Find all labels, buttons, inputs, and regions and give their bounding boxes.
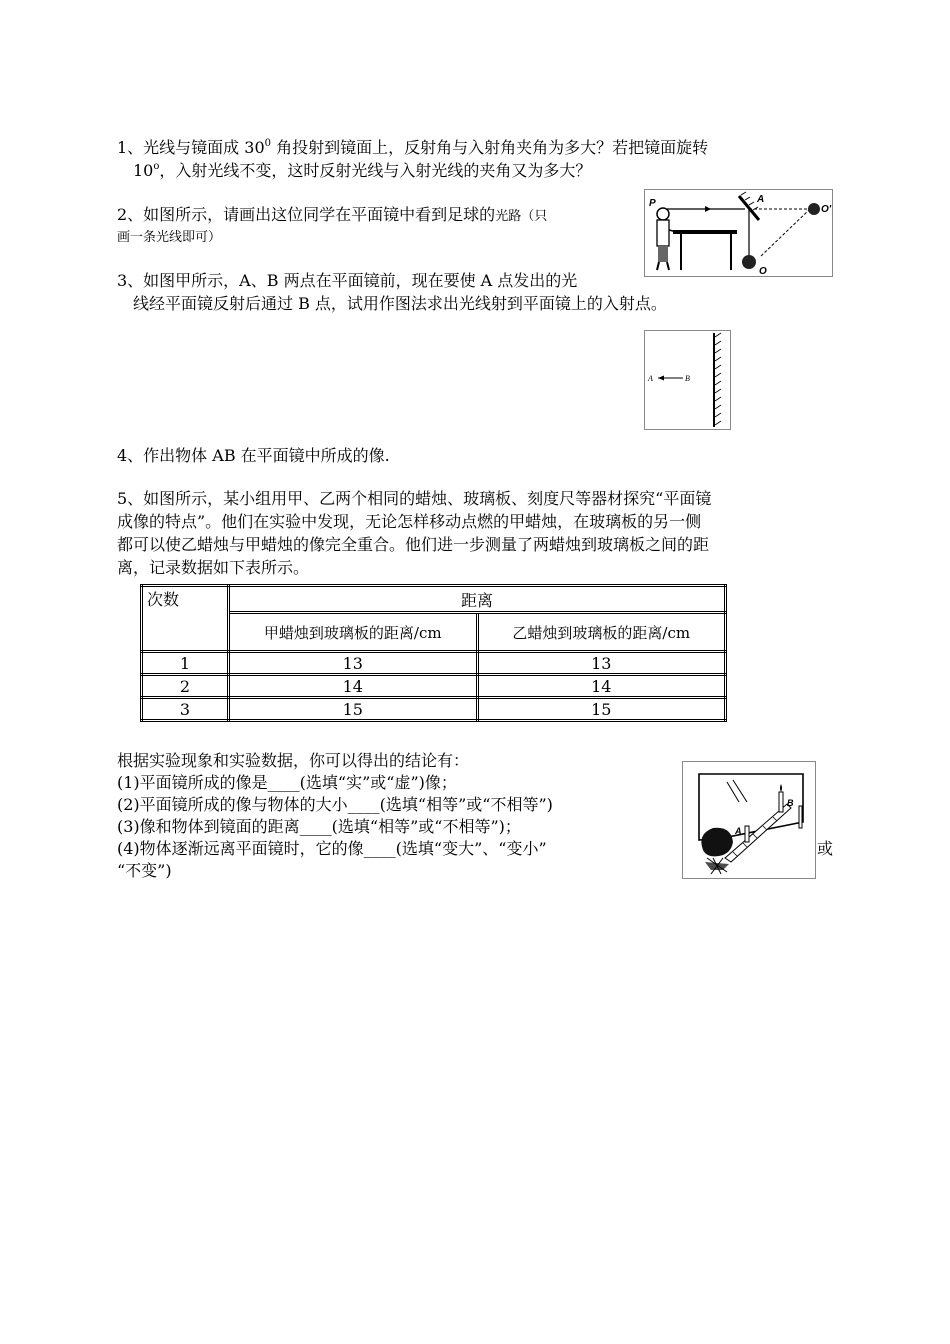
table-cell-count: 2 [142,675,229,698]
table-header-jia: 甲蜡烛到玻璃板的距离/cm [229,613,478,652]
table-cell-jia: 15 [229,698,478,721]
q5-line2: 成像的特点”。他们在实验中发现，无论怎样移动点燃的甲蜡烛，在玻璃板的另一侧 [117,512,702,531]
q4-line1: 4、作出物体 AB 在平面镜中所成的像. [117,446,390,465]
table-row [142,675,726,698]
q3-figure [644,330,731,430]
q3-line1: 3、如图甲所示，A、B 两点在平面镜前，现在要使 A 点发出的光 [117,271,578,290]
q2-label-a: A [757,194,765,205]
q2-label-p: P [649,198,656,209]
q2-line1: 2、如图所示，请画出这位同学在平面镜中看到足球的光路（只 [117,205,548,224]
conclusion-1: (1)平面镜所成的像是____(选填“实”或“虚”)像； [117,773,457,792]
q3-label-a: A [648,374,653,383]
q2-figure-drawing [645,190,832,276]
conclusion-5: “不变”) [117,861,172,880]
q1-line1: 1、光线与镜面成 $30^0$ 角投射到镜面上，反射角与入射角夹角为多大？若把镜面旋转 [117,138,709,157]
table-cell-jia: 14 [229,675,478,698]
table-header-yi: 乙蜡烛到玻璃板的距离/cm [477,613,726,652]
q2-label-o-prime: O' [821,204,832,215]
q5-line1: 5、如图所示，某小组用甲、乙两个相同的蜡烛、玻璃板、刻度尺等器材探究“平面镜 [117,489,712,508]
q5-label-b: B [787,798,794,808]
q5-line3: 都可以使乙蜡烛与甲蜡烛的像完全重合。他们进一步测量了两蜡烛到玻璃板之间的距 [117,535,710,554]
conclusion-4: (4)物体逐渐远离平面镜时，它的像____(选填“变大”、“变小” [117,839,547,858]
conclusion-3: (3)像和物体到镜面的距离____(选填“相等”或“不相等”)； [117,817,521,836]
conclusion-4-tail: 或 [817,839,834,858]
q5-figure-drawing [683,762,815,878]
table-cell-yi: 14 [477,675,726,698]
q5-line4: 离，记录数据如下表所示。 [117,558,310,577]
table-cell-jia: 13 [229,652,478,675]
table-row [142,652,726,675]
table-cell-count: 3 [142,698,229,721]
q5-label-a: A [735,826,742,836]
table-header-count: 次数 [142,586,229,652]
table-cell-count: 1 [142,652,229,675]
table-row [142,698,726,721]
table-header-distance: 距离 [229,586,726,613]
conclusion-intro: 根据实验现象和实验数据，你可以得出的结论有： [117,751,470,770]
table-cell-yi: 13 [477,652,726,675]
q2-label-o: O [759,266,767,276]
table-cell-yi: 15 [477,698,726,721]
q3-line2: 线经平面镜反射后通过 B 点，试用作图法求出光线射到平面镜上的入射点。 [133,294,667,313]
q2-line2: 画一条光线即可） [117,230,222,245]
q5-figure [682,761,816,879]
q3-label-b: B [685,374,690,383]
distance-table [140,584,727,722]
q2-figure [644,189,833,277]
q1-line2: 10$^o$，入射光线不变，这时反射光线与入射光线的夹角又为多大？ [133,161,592,180]
conclusion-2: (2)平面镜所成的像与物体的大小____(选填“相等”或“不相等”) [117,795,553,814]
q3-figure-drawing [645,331,730,429]
